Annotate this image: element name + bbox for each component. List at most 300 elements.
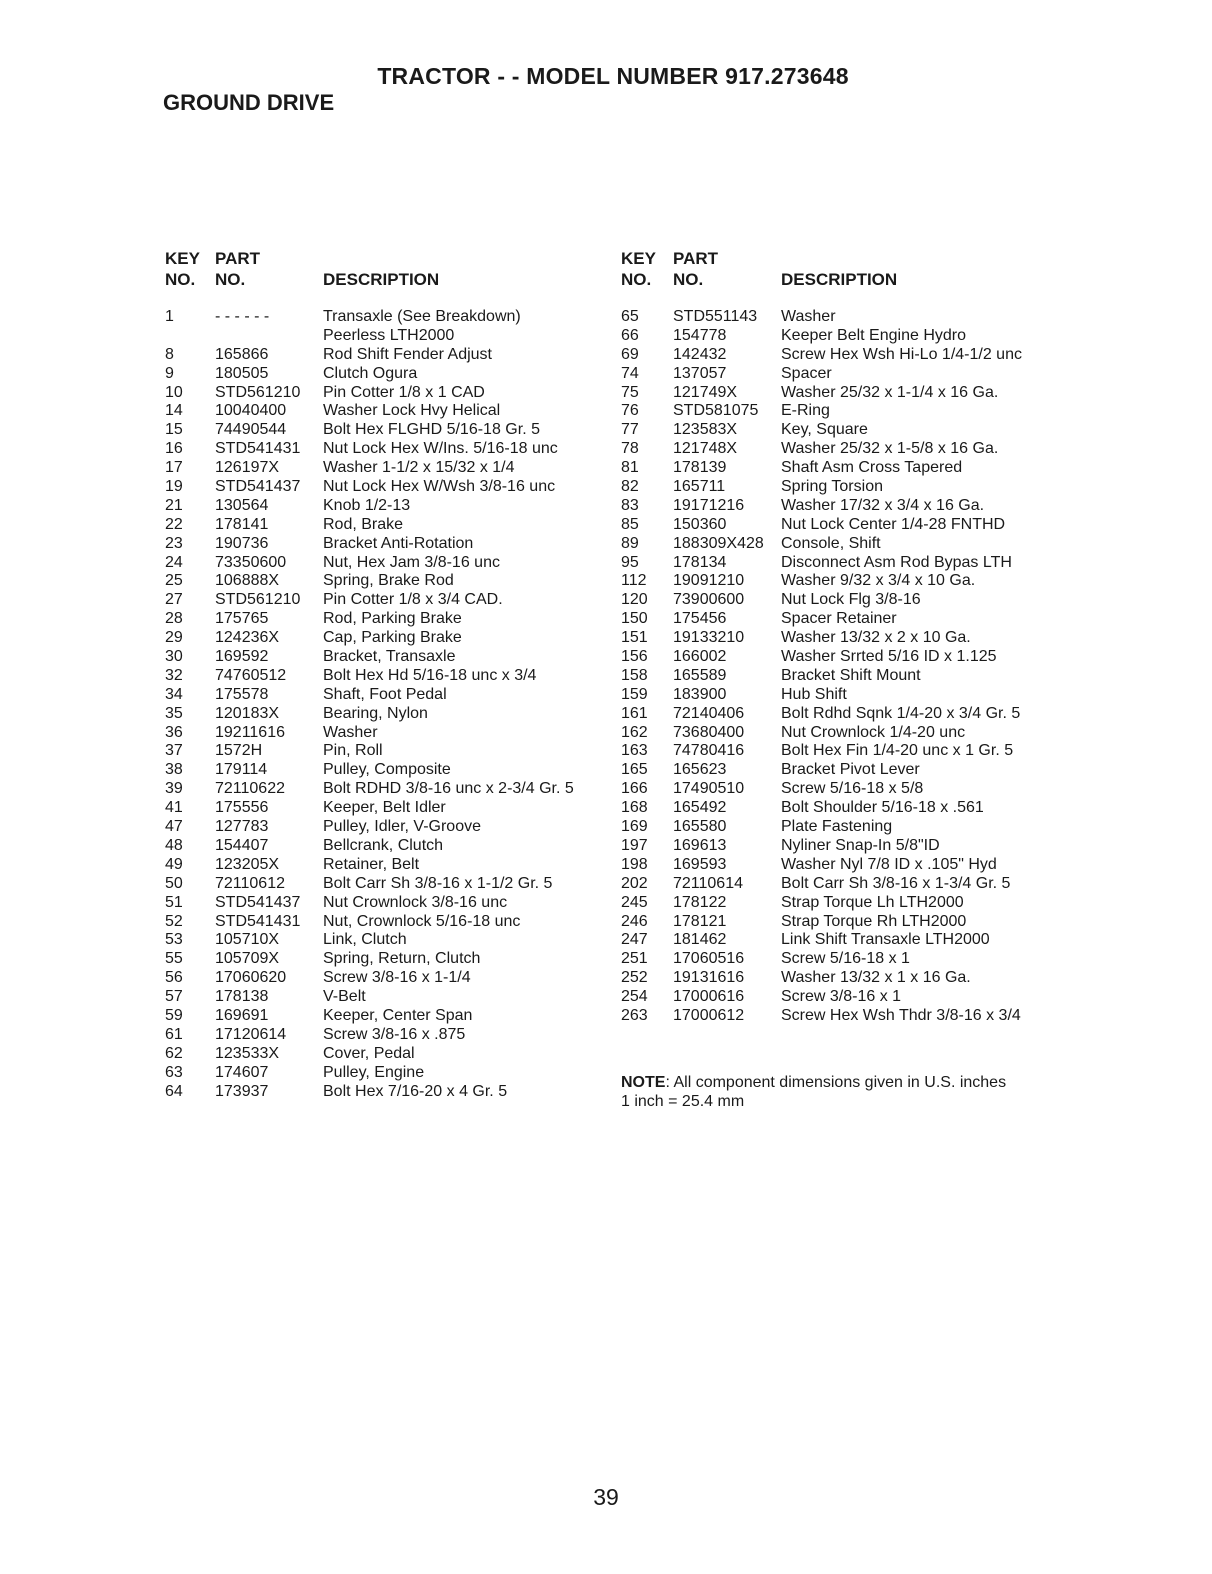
- note-label: NOTE: [621, 1074, 666, 1091]
- part-no: 178139: [673, 459, 727, 477]
- key-no: 78: [621, 440, 639, 458]
- note-conversion: 1 inch = 25.4 mm: [621, 1093, 745, 1110]
- part-no: - - - - - -: [215, 308, 270, 325]
- key-no: 202: [621, 874, 648, 892]
- description: Shaft, Foot Pedal: [323, 685, 447, 703]
- table-row: [165, 1064, 605, 1083]
- table-row: [165, 780, 605, 799]
- key-no: 53: [165, 931, 183, 949]
- table-row: [621, 799, 1061, 818]
- table-row: [165, 629, 605, 648]
- description: Console, Shift: [781, 534, 881, 552]
- description: Bracket, Transaxle: [323, 648, 456, 666]
- description: Bracket Shift Mount: [781, 666, 921, 684]
- table-row: [621, 535, 1061, 554]
- key-no: 163: [621, 742, 648, 760]
- description: Pin Cotter 1/8 x 3/4 CAD.: [323, 591, 503, 609]
- key-no: 59: [165, 1006, 183, 1024]
- table-row: [165, 724, 605, 743]
- description: Screw 5/16-18 x 5/8: [781, 780, 924, 798]
- table-row: [165, 516, 605, 535]
- part-no: 142432: [673, 345, 727, 363]
- key-no: 10: [165, 383, 183, 401]
- table-header: [165, 248, 605, 293]
- key-no: 85: [621, 515, 639, 533]
- part-no: 123533X: [215, 1044, 280, 1062]
- header-description: DESCRIPTION: [781, 270, 898, 289]
- part-no: 120183X: [215, 704, 280, 722]
- part-no: 173937: [215, 1082, 269, 1100]
- description: Washer 17/32 x 3/4 x 16 Ga.: [781, 496, 985, 514]
- description: Retainer, Belt: [323, 855, 420, 873]
- description: Strap Torque Rh LTH2000: [781, 912, 967, 930]
- table-row: [621, 648, 1061, 667]
- parts-table-right: [621, 248, 1061, 1024]
- table-row: [165, 346, 605, 365]
- table-row: [621, 440, 1061, 459]
- description: Pulley, Engine: [323, 1063, 425, 1081]
- table-row: [621, 402, 1061, 421]
- description: Keeper, Belt Idler: [323, 799, 446, 817]
- part-no: 175578: [215, 685, 269, 703]
- description: Nut Lock Hex W/Ins. 5/16-18 unc: [323, 440, 558, 458]
- description: V-Belt: [323, 988, 366, 1006]
- table-row: [165, 365, 605, 384]
- description: Key, Square: [781, 421, 868, 439]
- table-row: [621, 780, 1061, 799]
- part-no: 169613: [673, 836, 727, 854]
- key-no: 197: [621, 836, 648, 854]
- description: Screw 3/8-16 x .875: [323, 1025, 466, 1043]
- part-no: 73900600: [673, 591, 745, 609]
- part-no: 73680400: [673, 723, 745, 741]
- description: Bolt Shoulder 5/16-18 x .561: [781, 799, 984, 817]
- part-no: 190736: [215, 534, 269, 552]
- part-no: 106888X: [215, 572, 280, 590]
- description: Screw Hex Wsh Hi-Lo 1/4-1/2 unc: [781, 345, 1022, 363]
- key-no: 161: [621, 704, 648, 722]
- part-no: 175456: [673, 610, 727, 628]
- description: Washer: [781, 308, 836, 325]
- description: Spacer Retainer: [781, 610, 897, 628]
- table-body: [621, 308, 1061, 1026]
- part-no: 17000616: [673, 988, 745, 1006]
- description: Bolt Carr Sh 3/8-16 x 1-3/4 Gr. 5: [781, 874, 1011, 892]
- table-row: [621, 969, 1061, 988]
- key-no: 1: [165, 308, 174, 325]
- table-row: [621, 572, 1061, 591]
- description: Nut, Crownlock 5/16-18 unc: [323, 912, 521, 930]
- table-row: [165, 837, 605, 856]
- note-text: : All component dimensions given in U.S. inches: [665, 1074, 1007, 1091]
- table-row: [621, 497, 1061, 516]
- table-row: [165, 648, 605, 667]
- key-no: 51: [165, 893, 183, 911]
- description: Cap, Parking Brake: [323, 629, 462, 647]
- table-row: [621, 327, 1061, 346]
- table-row: [165, 969, 605, 988]
- description: Washer: [323, 723, 378, 741]
- table-row: [165, 742, 605, 761]
- key-no: 55: [165, 950, 183, 968]
- description: Washer 1-1/2 x 15/32 x 1/4: [323, 459, 515, 477]
- description: Peerless LTH2000: [323, 326, 455, 344]
- table-row: [621, 724, 1061, 743]
- table-row: [621, 686, 1061, 705]
- table-row: [165, 799, 605, 818]
- part-no: 72140406: [673, 704, 745, 722]
- description: Screw 3/8-16 x 1: [781, 988, 902, 1006]
- description: Nut Lock Hex W/Wsh 3/8-16 unc: [323, 478, 556, 496]
- part-no: 178122: [673, 893, 727, 911]
- part-no: 181462: [673, 931, 727, 949]
- part-no: 166002: [673, 648, 727, 666]
- description: Strap Torque Lh LTH2000: [781, 893, 964, 911]
- description: Bracket Pivot Lever: [781, 761, 920, 779]
- part-no: 175556: [215, 799, 269, 817]
- description: Rod, Brake: [323, 515, 404, 533]
- description: Rod, Parking Brake: [323, 610, 462, 628]
- part-no: 17060620: [215, 969, 287, 987]
- part-no: 169592: [215, 648, 269, 666]
- key-no: 252: [621, 969, 648, 987]
- header-part-line2: NO.: [215, 270, 246, 289]
- part-no: 180505: [215, 364, 269, 382]
- key-no: 198: [621, 855, 648, 873]
- key-no: 69: [621, 345, 639, 363]
- key-no: 150: [621, 610, 648, 628]
- part-no: 165623: [673, 761, 727, 779]
- key-no: 245: [621, 893, 648, 911]
- table-row: [165, 610, 605, 629]
- part-no: 72110614: [673, 874, 743, 892]
- key-no: 28: [165, 610, 183, 628]
- key-no: 64: [165, 1082, 183, 1100]
- part-no: 19091210: [673, 572, 745, 590]
- table-row: [165, 818, 605, 837]
- page-title: TRACTOR - - MODEL NUMBER 917.273648: [377, 63, 849, 89]
- part-no: 178138: [215, 988, 269, 1006]
- table-row: [165, 856, 605, 875]
- key-no: 9: [165, 364, 174, 382]
- description: Keeper, Center Span: [323, 1006, 473, 1024]
- header-part-line1: PART: [673, 249, 719, 268]
- description: Shaft Asm Cross Tapered: [781, 459, 963, 477]
- table-row: [621, 913, 1061, 932]
- description: Bolt Carr Sh 3/8-16 x 1-1/2 Gr. 5: [323, 874, 553, 892]
- description: Washer 13/32 x 1 x 16 Ga.: [781, 969, 971, 987]
- part-no: 1572H: [215, 742, 263, 760]
- table-row: [621, 875, 1061, 894]
- part-no: 105710X: [215, 931, 280, 949]
- key-no: 41: [165, 799, 183, 817]
- part-no: 17120614: [215, 1025, 287, 1043]
- part-no: 165866: [215, 345, 269, 363]
- description: Plate Fastening: [781, 818, 893, 836]
- part-no: 154778: [673, 326, 727, 344]
- part-no: 137057: [673, 364, 727, 382]
- key-no: 19: [165, 478, 183, 496]
- key-no: 32: [165, 666, 183, 684]
- key-no: 39: [165, 780, 183, 798]
- key-no: 17: [165, 459, 183, 477]
- key-no: 165: [621, 761, 648, 779]
- key-no: 62: [165, 1044, 183, 1062]
- description: Bolt Hex Hd 5/16-18 unc x 3/4: [323, 666, 537, 684]
- description: Washer 25/32 x 1-1/4 x 16 Ga.: [781, 383, 999, 401]
- key-no: 95: [621, 553, 639, 571]
- table-row: [621, 818, 1061, 837]
- key-no: 37: [165, 742, 183, 760]
- table-row: [165, 1045, 605, 1064]
- key-no: 8: [165, 345, 174, 363]
- part-no: STD541437: [215, 893, 301, 911]
- description: Rod Shift Fender Adjust: [323, 345, 492, 363]
- part-no: 150360: [673, 515, 727, 533]
- description: Bolt Rdhd Sqnk 1/4-20 x 3/4 Gr. 5: [781, 704, 1021, 722]
- table-row: [165, 478, 605, 497]
- header-description: DESCRIPTION: [323, 270, 440, 289]
- key-no: 15: [165, 421, 183, 439]
- key-no: 112: [621, 572, 647, 590]
- description: Pin, Roll: [323, 742, 383, 760]
- part-no: 10040400: [215, 402, 287, 420]
- page-number: 39: [593, 1484, 619, 1510]
- key-no: 169: [621, 818, 648, 836]
- part-no: 17060516: [673, 950, 745, 968]
- description: Pulley, Composite: [323, 761, 451, 779]
- table-row: [165, 894, 605, 913]
- description: Bolt Hex 7/16-20 x 4 Gr. 5: [323, 1082, 508, 1100]
- key-no: 158: [621, 666, 648, 684]
- description: Washer 25/32 x 1-5/8 x 16 Ga.: [781, 440, 999, 458]
- header-key-no: [165, 248, 200, 290]
- description: Nut Crownlock 1/4-20 unc: [781, 723, 966, 741]
- key-no: 247: [621, 931, 648, 949]
- description: Washer Nyl 7/8 ID x .105" Hyd: [781, 855, 997, 873]
- description: Bellcrank, Clutch: [323, 836, 444, 854]
- description: Cover, Pedal: [323, 1044, 415, 1062]
- description: Screw 3/8-16 x 1-1/4: [323, 969, 471, 987]
- table-row: [165, 761, 605, 780]
- table-row: [621, 761, 1061, 780]
- table-body: [165, 308, 605, 1101]
- table-row: [165, 705, 605, 724]
- key-no: 159: [621, 685, 648, 703]
- description: Bolt Hex Fin 1/4-20 unc x 1 Gr. 5: [781, 742, 1014, 760]
- description: Washer Srrted 5/16 ID x 1.125: [781, 648, 997, 666]
- description: Bracket Anti-Rotation: [323, 534, 474, 552]
- key-no: 82: [621, 478, 639, 496]
- key-no: 14: [165, 402, 183, 420]
- table-row: [165, 1026, 605, 1045]
- description: Keeper Belt Engine Hydro: [781, 326, 966, 344]
- description: Spring, Brake Rod: [323, 572, 454, 590]
- description: Nut Lock Center 1/4-28 FNTHD: [781, 515, 1006, 533]
- table-row: [165, 686, 605, 705]
- key-no: 24: [165, 553, 183, 571]
- key-no: 75: [621, 383, 639, 401]
- table-row: [165, 572, 605, 591]
- part-no: 17490510: [673, 780, 745, 798]
- part-no: 169691: [215, 1006, 269, 1024]
- table-row: [621, 610, 1061, 629]
- description: Knob 1/2-13: [323, 496, 411, 514]
- key-no: 49: [165, 855, 183, 873]
- key-no: 57: [165, 988, 183, 1006]
- description: Nut Lock Flg 3/8-16: [781, 591, 921, 609]
- part-no: 165580: [673, 818, 727, 836]
- description: Pulley, Idler, V-Groove: [323, 818, 481, 836]
- table-row: [165, 667, 605, 686]
- description: Nut, Hex Jam 3/8-16 unc: [323, 553, 500, 571]
- description: Pin Cotter 1/8 x 1 CAD: [323, 383, 485, 401]
- description: Link, Clutch: [323, 931, 407, 949]
- key-no: 56: [165, 969, 183, 987]
- part-no: 178141: [215, 515, 269, 533]
- header-key-no: [621, 248, 656, 290]
- key-no: 29: [165, 629, 183, 647]
- table-header: [621, 248, 1061, 293]
- description: Nyliner Snap-In 5/8"ID: [781, 836, 940, 854]
- part-no: 124236X: [215, 629, 280, 647]
- description: Disconnect Asm Rod Bypas LTH: [781, 553, 1012, 571]
- key-no: 63: [165, 1063, 183, 1081]
- part-no: STD581075: [673, 402, 759, 420]
- key-no: 25: [165, 572, 183, 590]
- description: Nut Crownlock 3/8-16 unc: [323, 893, 508, 911]
- header-key-line2: NO.: [621, 270, 652, 289]
- table-row: [621, 705, 1061, 724]
- part-no: 19171216: [673, 496, 745, 514]
- key-no: 38: [165, 761, 183, 779]
- part-no: 19131616: [673, 969, 745, 987]
- key-no: 34: [165, 685, 183, 703]
- table-row: [165, 1083, 605, 1102]
- key-no: 35: [165, 704, 183, 722]
- description: Spacer: [781, 364, 832, 382]
- table-row: [165, 988, 605, 1007]
- header-part-no: [673, 248, 718, 290]
- key-no: 263: [621, 1006, 648, 1024]
- note: [621, 1073, 1006, 1111]
- part-no: 19133210: [673, 629, 745, 647]
- key-no: 21: [165, 496, 183, 514]
- description: Bolt RDHD 3/8-16 unc x 2-3/4 Gr. 5: [323, 780, 574, 798]
- key-no: 52: [165, 912, 183, 930]
- part-no: STD561210: [215, 591, 301, 609]
- key-no: 166: [621, 780, 648, 798]
- table-row: [165, 950, 605, 969]
- table-row: [621, 629, 1061, 648]
- table-row: [165, 931, 605, 950]
- part-no: STD541431: [215, 912, 301, 930]
- key-no: 151: [621, 629, 648, 647]
- part-no: 165492: [673, 799, 727, 817]
- parts-table-left: [165, 248, 605, 1100]
- key-no: 30: [165, 648, 183, 666]
- table-row: [621, 554, 1061, 573]
- description: Washer 9/32 x 3/4 x 10 Ga.: [781, 572, 976, 590]
- part-no: 17000612: [673, 1006, 745, 1024]
- part-no: 169593: [673, 855, 727, 873]
- key-no: 36: [165, 723, 183, 741]
- description: Washer Lock Hvy Helical: [323, 402, 501, 420]
- description: Hub Shift: [781, 685, 847, 703]
- key-no: 16: [165, 440, 183, 458]
- table-row: [165, 554, 605, 573]
- part-no: 105709X: [215, 950, 280, 968]
- description: Link Shift Transaxle LTH2000: [781, 931, 990, 949]
- key-no: 74: [621, 364, 639, 382]
- key-no: 81: [621, 459, 639, 477]
- table-row: [165, 440, 605, 459]
- table-row: [621, 1007, 1061, 1026]
- part-no: 154407: [215, 836, 269, 854]
- description: Bearing, Nylon: [323, 704, 428, 722]
- part-no: STD541437: [215, 478, 301, 496]
- description: Spring, Return, Clutch: [323, 950, 481, 968]
- table-row: [621, 591, 1061, 610]
- key-no: 65: [621, 308, 639, 325]
- header-part-no: [215, 248, 260, 290]
- part-no: 121749X: [673, 383, 738, 401]
- key-no: 27: [165, 591, 183, 609]
- table-row: [621, 421, 1061, 440]
- part-no: 126197X: [215, 459, 280, 477]
- header-key-line2: NO.: [165, 270, 196, 289]
- description: Screw 5/16-18 x 1: [781, 950, 910, 968]
- table-row: [621, 308, 1061, 327]
- table-row: [621, 516, 1061, 535]
- header-part-line2: NO.: [673, 270, 704, 289]
- part-no: 74490544: [215, 421, 287, 439]
- part-no: 127783: [215, 818, 269, 836]
- table-row: [621, 459, 1061, 478]
- table-row: [165, 384, 605, 403]
- part-no: 130564: [215, 496, 269, 514]
- table-row: [621, 346, 1061, 365]
- table-row: [165, 327, 605, 346]
- part-no: 178134: [673, 553, 727, 571]
- key-no: 168: [621, 799, 648, 817]
- table-row: [165, 913, 605, 932]
- table-row: [621, 931, 1061, 950]
- key-no: 246: [621, 912, 648, 930]
- key-no: 156: [621, 648, 648, 666]
- key-no: 251: [621, 950, 648, 968]
- key-no: 76: [621, 402, 639, 420]
- header-key-line1: KEY: [165, 249, 200, 268]
- header-key-line1: KEY: [621, 249, 656, 268]
- key-no: 23: [165, 534, 183, 552]
- key-no: 47: [165, 818, 183, 836]
- part-no: 73350600: [215, 553, 287, 571]
- table-row: [621, 950, 1061, 969]
- part-no: STD541431: [215, 440, 301, 458]
- part-no: 123583X: [673, 421, 738, 439]
- part-no: 178121: [673, 912, 727, 930]
- table-row: [165, 535, 605, 554]
- table-row: [165, 1007, 605, 1026]
- key-no: 66: [621, 326, 639, 344]
- part-no: STD551143: [673, 308, 758, 325]
- key-no: 50: [165, 874, 183, 892]
- table-row: [621, 365, 1061, 384]
- table-row: [165, 875, 605, 894]
- part-no: 123205X: [215, 855, 280, 873]
- key-no: 77: [621, 421, 639, 439]
